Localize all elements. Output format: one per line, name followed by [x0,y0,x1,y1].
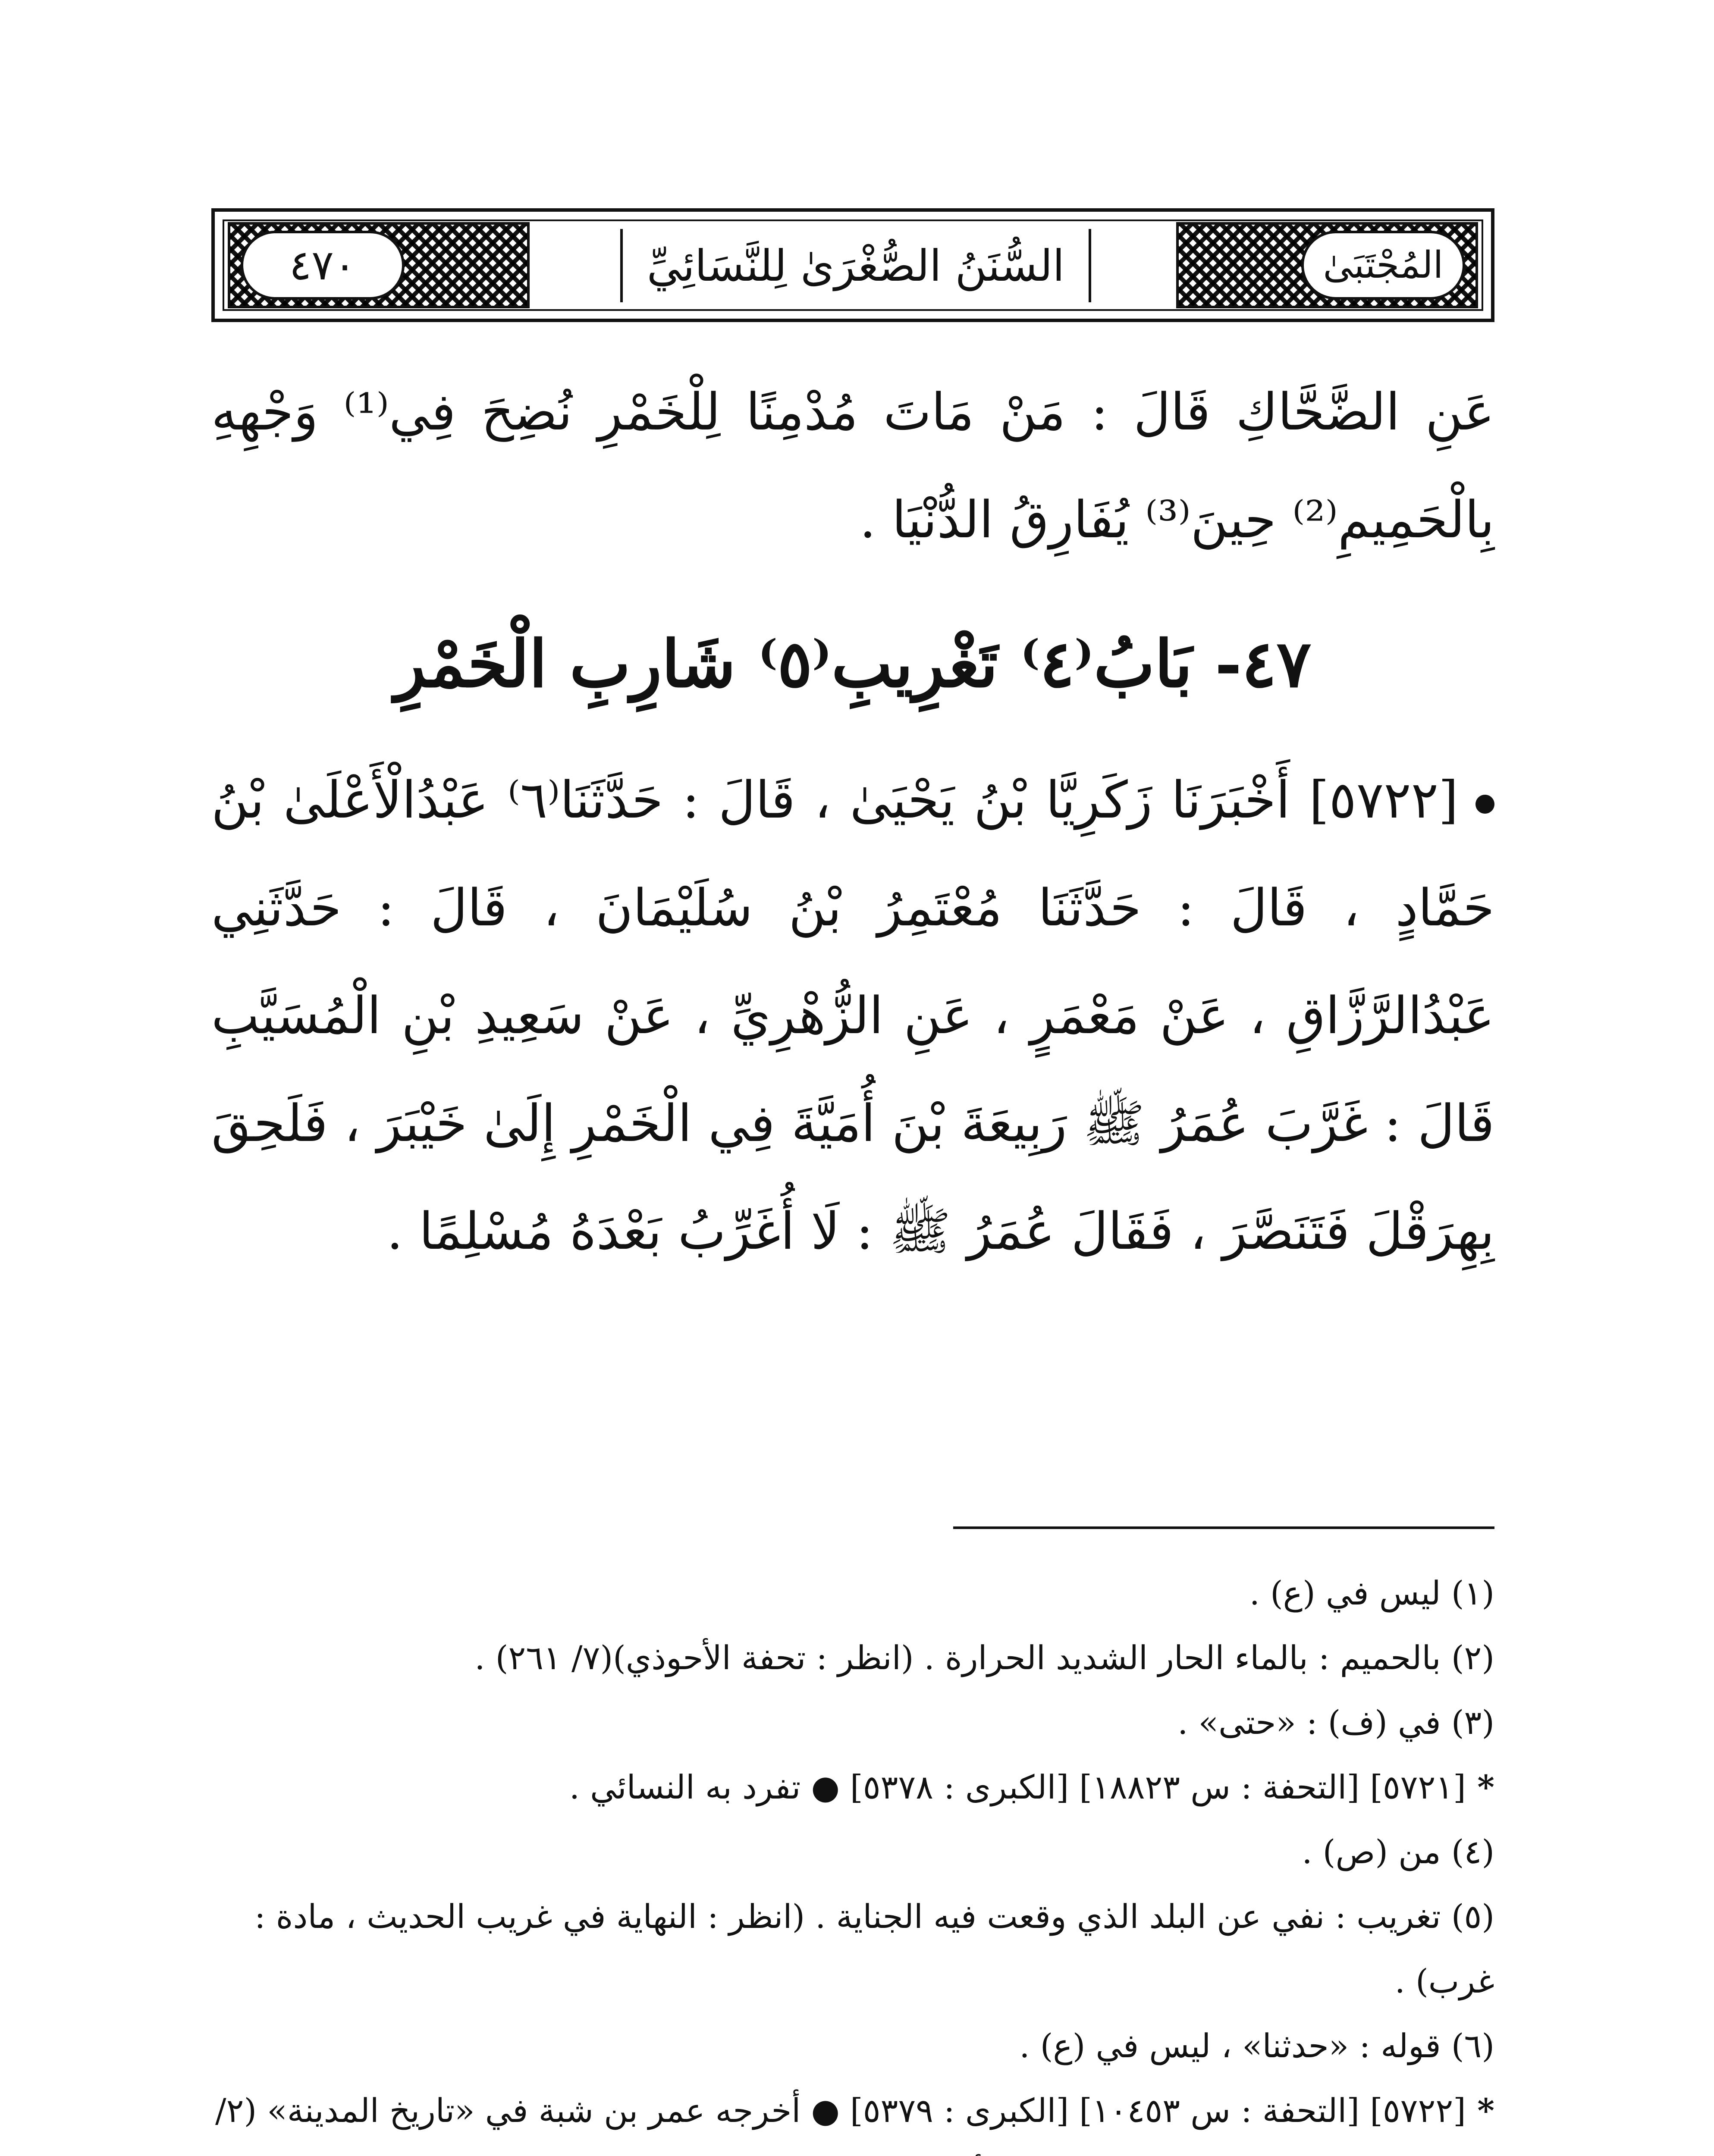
footnote-1: (١) ليس في (ع) . [1249,1574,1494,1612]
book-title: السُّنَنُ الصُّغْرَىٰ لِلنَّسَائِيِّ [647,240,1065,291]
section-label-cartouche [1301,231,1465,300]
page-number-cartouche [241,231,405,300]
page-header [211,208,1494,322]
footnote-5: (٥) تغريب : نفي عن البلد الذي وقعت فيه الجناية . (انظر : النهاية في غريب الحديث ، مادة : غرب) . [254,1897,1494,2000]
opening-paragraph-text: عَنِ الضَّحَّاكِ قَالَ : مَنْ مَاتَ مُدْمِنًا لِلْخَمْرِ نُضِحَ فِي⁽¹⁾ وَجْهِهِ بِالْحَمِيمِ⁽²⁾ حِينَ⁽³⁾ يُفَارِقُ الدُّنْيَا . [211,382,1494,549]
opening-paragraph [211,358,1494,573]
footnote-4: (٤) من (ص) . [1302,1833,1494,1871]
takhrij-5721: * [٥٧٢١] [التحفة : س ١٨٨٢٣] [الكبرى : ٥٣٧٨] ● تفرد به النسائي . [211,1755,1494,1820]
hadith-paragraph-body [211,746,1494,1285]
page-number: ٤٧٠ [289,241,356,289]
footnote-2: (٢) بالحميم : بالماء الحار الشديد الحرارة . (انظر : تحفة الأحوذي)(٧/ ٢٦١) . [474,1639,1494,1677]
footnote-separator [953,1526,1494,1529]
hadith-paragraph [211,746,1494,1285]
footnotes-section [211,1561,1494,2156]
chapter-heading: ٤٧- بَابُ⁽٤⁾ تَغْرِيبِ⁽٥⁾ شَارِبِ الْخَمْرِ [394,626,1312,702]
footnote-3: (٣) في (ف) : «حتى» . [1177,1703,1494,1742]
header-title-box [620,229,1091,302]
bullet-icon [1475,795,1494,814]
hadith-text: [٥٧٢٢] أَخْبَرَنَا زَكَرِيَّا بْنُ يَحْيَىٰ ، قَالَ : حَدَّثَنَا⁽٦⁾ عَبْدُالْأَعْلَىٰ بْنُ حَمَّادٍ ، قَالَ : حَدَّثَنَا مُعْتَمِرُ بْنُ سُلَيْمَانَ ، قَالَ : حَدَّثَنِي عَبْدُالرَّزَّاقِ ، عَنْ مَعْمَرٍ ، عَنِ الزُّهْرِيِّ ، عَنْ سَعِيدِ بْنِ الْمُسَيَّبِ قَالَ : غَرَّبَ عُمَرُ ﷺ رَبِيعَةَ بْنَ أُمَيَّةَ فِي الْخَمْرِ إِلَىٰ خَيْبَرَ ، فَلَحِقَ بِهِرَقْلَ فَتَنَصَّرَ ، فَقَالَ عُمَرُ ﷺ : لَا أُغَرِّبُ بَعْدَهُ مُسْلِمًا . [211,770,1495,1261]
section-label: المُجْتَبَىٰ [1323,244,1444,287]
takhrij-5722: * [٥٧٢٢] [التحفة : س ١٠٤٥٣] [الكبرى : ٥٣٧٩] ● أخرجه عمر بن شبة في «تاريخ المدينة» (٢/ [211,2078,1494,2156]
footnote-6: (٦) قوله : «حدثنا» ، ليس في (ع) . [1019,2027,1494,2065]
